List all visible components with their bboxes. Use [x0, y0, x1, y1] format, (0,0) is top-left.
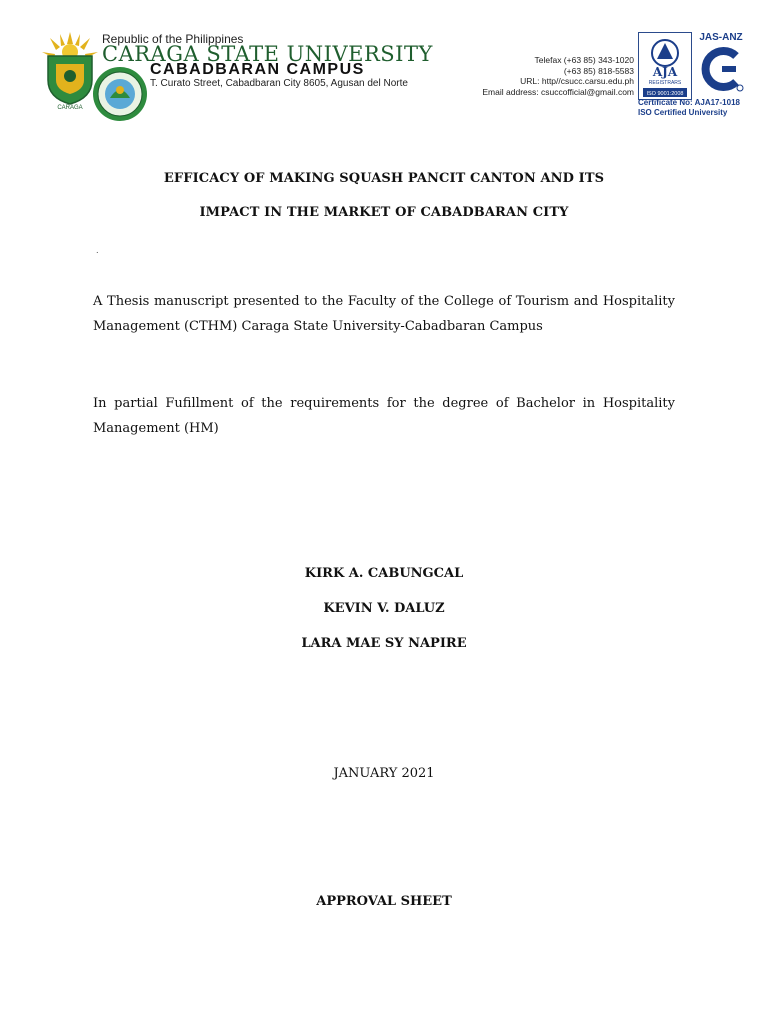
telefax-line-2: (+63 85) 818-5583 — [563, 65, 634, 76]
thesis-title-line-1: EFFICACY OF MAKING SQUASH PANCIT CANTON AND ITS — [163, 171, 605, 186]
telefax-line-1: Telefax (+63 85) 343-1020 — [534, 55, 634, 65]
email-line: Email address: csuccofficial@gmail.com — [482, 86, 634, 97]
approval-sheet-heading: APPROVAL SHEET — [316, 894, 452, 909]
jas-anz-label: JAS-ANZ — [699, 32, 743, 43]
author-name: LARA MAE SY NAPIRE — [301, 636, 467, 651]
stray-mark: . — [96, 246, 99, 255]
contact-block — [474, 55, 634, 97]
campus-address: T. Curato Street, Cabadbaran City 8605, Agusan del Norte — [150, 78, 408, 89]
thesis-title-line-2: IMPACT IN THE MARKET OF CABADBARAN CITY — [199, 205, 569, 220]
author-name: KEVIN V. DALUZ — [323, 601, 445, 616]
manuscript-statement: A Thesis manuscript presented to the Faculty of the College of Tourism and Hospitality Management (CTHM) Caraga State University-Cabadbaran Campus — [93, 294, 675, 334]
republic-label: Republic of the Philippines — [102, 32, 244, 46]
aja-registrars-logo-icon — [638, 32, 692, 100]
author-name: KIRK A. CABUNGCAL — [304, 566, 464, 581]
cabadbaran-campus-seal-icon — [92, 66, 148, 122]
carsu-sunburst-seal-icon — [40, 30, 100, 110]
iso-certified-label: ISO Certified University — [638, 107, 728, 117]
aja-label: AJA — [652, 65, 678, 79]
seal-caption: CARAGA — [57, 105, 83, 110]
iso-badge: ISO 9001:2008 — [646, 91, 684, 97]
fulfillment-statement: In partial Fufillment of the requirements for the degree of Bachelor in Hospitality Management (HM) — [93, 396, 675, 436]
submission-date: JANUARY 2021 — [333, 766, 435, 781]
jas-anz-logo — [692, 32, 750, 98]
certificate-block — [638, 98, 758, 117]
certificate-number: Certificate No: AJA17-1018 — [638, 98, 740, 107]
university-name: CARAGA STATE UNIVERSITY — [102, 42, 433, 66]
aja-sub: REGISTRARS — [648, 80, 682, 86]
letterhead — [40, 22, 752, 122]
jas-anz-emblem-icon — [698, 46, 744, 92]
campus-name: CABADBARAN CAMPUS — [150, 61, 365, 78]
url-line: URL: http//csucc.carsu.edu.ph — [520, 76, 634, 87]
